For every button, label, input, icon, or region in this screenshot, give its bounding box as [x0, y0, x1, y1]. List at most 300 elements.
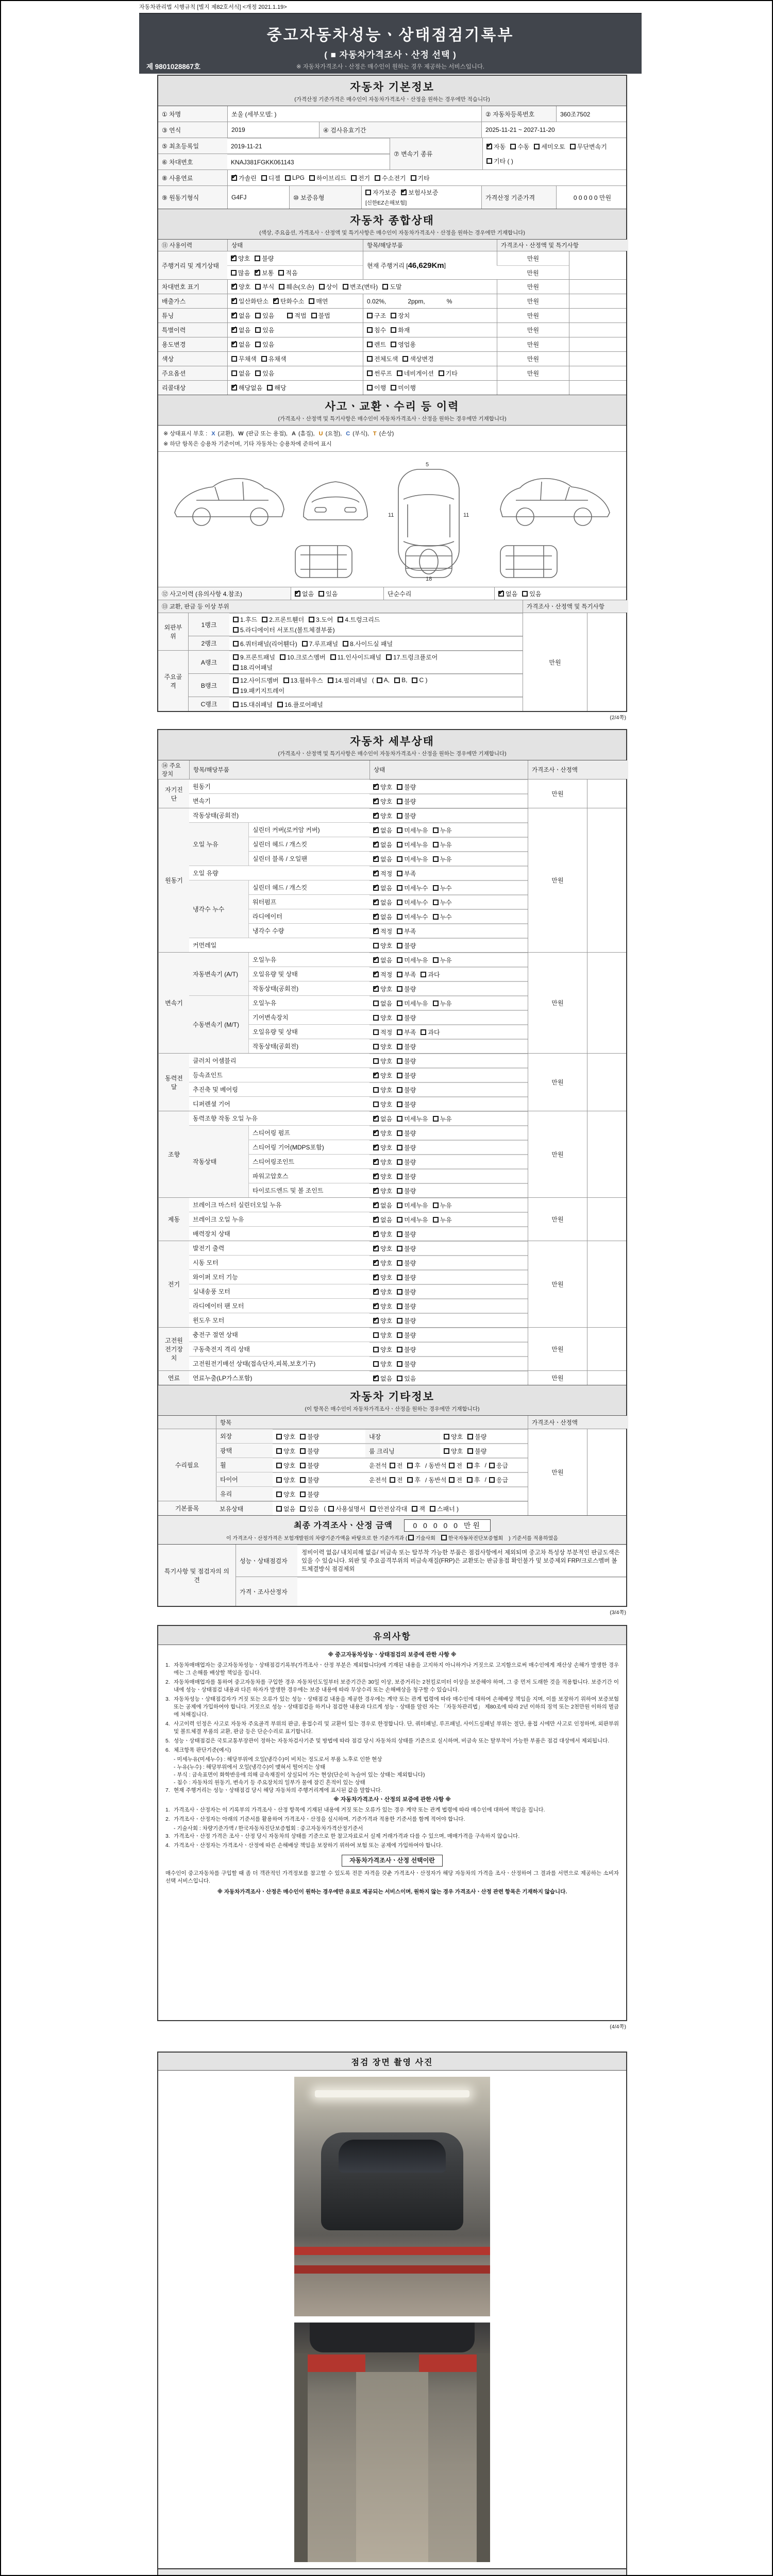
checkbox[interactable]	[309, 617, 314, 622]
checkbox[interactable]	[373, 1015, 379, 1021]
checkbox[interactable]	[373, 1361, 379, 1367]
checkbox[interactable]	[397, 1231, 402, 1237]
checkbox-checked[interactable]	[486, 144, 492, 149]
item-label: 스티어링 기어(MDPS포함)	[248, 1140, 369, 1154]
checkbox[interactable]	[397, 1058, 402, 1064]
checkbox-checked[interactable]	[373, 1145, 379, 1150]
checkbox[interactable]	[394, 677, 400, 683]
checkbox[interactable]	[330, 654, 336, 660]
checkbox[interactable]	[375, 175, 380, 181]
section-photos	[157, 2052, 627, 2576]
checkbox[interactable]	[433, 1001, 439, 1006]
checkbox[interactable]	[397, 813, 402, 819]
checkbox[interactable]	[397, 1188, 402, 1194]
checkbox-checked[interactable]	[373, 1318, 379, 1324]
checkbox-checked[interactable]	[373, 1174, 379, 1179]
checkbox[interactable]	[397, 986, 402, 992]
checkbox[interactable]	[373, 1332, 379, 1338]
checkbox[interactable]	[338, 617, 343, 622]
checkbox[interactable]	[486, 158, 492, 164]
checkbox-checked[interactable]	[231, 327, 237, 333]
checkbox[interactable]	[441, 1535, 447, 1540]
checkbox-checked[interactable]	[373, 914, 379, 920]
checkbox[interactable]	[433, 1217, 439, 1223]
checkbox[interactable]	[276, 1492, 282, 1497]
checkbox[interactable]	[367, 327, 373, 333]
option-없음	[231, 340, 250, 349]
checkbox[interactable]	[261, 356, 267, 362]
option-불량	[397, 941, 416, 950]
inspection-value: 2025-11-21 ~ 2027-11-20	[481, 122, 628, 138]
subgroup-name: 자동변속기 (A/T)	[189, 953, 248, 995]
checkbox[interactable]	[407, 1477, 413, 1483]
checkbox[interactable]	[300, 1463, 306, 1468]
checkbox[interactable]	[433, 900, 439, 905]
checkbox-checked[interactable]	[373, 1159, 379, 1165]
checkbox[interactable]	[407, 1463, 413, 1468]
checkbox[interactable]	[328, 677, 333, 683]
checkbox[interactable]	[397, 856, 402, 862]
checkbox[interactable]	[233, 627, 239, 633]
checkbox[interactable]	[397, 885, 402, 891]
item-label: 원동기	[193, 783, 211, 790]
option-썬루프	[367, 369, 392, 378]
checkbox[interactable]	[276, 1434, 282, 1439]
checkbox[interactable]	[391, 313, 396, 318]
option-불량	[397, 1100, 416, 1109]
checkbox[interactable]	[433, 1202, 439, 1208]
vehicle-diagram	[158, 452, 626, 587]
checkbox[interactable]	[300, 1434, 306, 1439]
checkbox[interactable]	[397, 1376, 402, 1381]
block-rows	[248, 996, 528, 1053]
checkbox-checked[interactable]	[373, 813, 379, 819]
checkbox[interactable]	[267, 385, 273, 391]
checkbox-checked[interactable]	[295, 591, 300, 597]
checkbox[interactable]	[370, 1506, 376, 1512]
option-불량	[467, 1447, 486, 1455]
checkbox[interactable]	[397, 1101, 402, 1107]
table-row	[158, 138, 626, 170]
checkbox-checked[interactable]	[373, 856, 379, 862]
checkbox[interactable]	[255, 256, 260, 261]
checkbox[interactable]	[233, 688, 239, 693]
warranty-notice-item-3	[165, 1696, 619, 1719]
checkbox-checked[interactable]	[373, 1130, 379, 1136]
checkbox[interactable]	[397, 1289, 402, 1295]
checkbox-checked[interactable]	[373, 871, 379, 876]
checkbox[interactable]	[522, 591, 528, 597]
option-label: 응급	[496, 1476, 509, 1484]
checkbox[interactable]	[408, 1535, 414, 1540]
checkbox[interactable]	[397, 1073, 402, 1078]
option-양호	[373, 797, 392, 806]
checkbox[interactable]	[391, 342, 396, 347]
option-label: 양호	[380, 1072, 393, 1079]
item-text: 가격조사ㆍ산정자는 이 기록부의 가격조사ㆍ산정 항목에 기재된 내용에 거짓 또는 오류가 있는 경우 계약 또는 관계 법령에 따라 매수인에 대하여 책임을 집니다.	[174, 1807, 545, 1813]
checkbox-checked[interactable]	[373, 900, 379, 905]
checkbox-checked[interactable]	[273, 298, 279, 304]
checkbox[interactable]	[467, 1477, 473, 1483]
checkbox[interactable]	[233, 677, 239, 683]
checkbox[interactable]	[373, 1101, 379, 1107]
checkbox[interactable]	[411, 175, 416, 181]
checkbox-checked[interactable]	[231, 175, 237, 181]
checkbox-checked[interactable]	[255, 270, 260, 276]
checkbox[interactable]	[433, 914, 439, 920]
checkbox-checked[interactable]	[373, 1202, 379, 1208]
checkbox[interactable]	[367, 313, 373, 318]
checkbox[interactable]	[397, 957, 402, 963]
checkbox[interactable]	[261, 175, 267, 181]
checkbox[interactable]	[311, 313, 317, 318]
checkbox[interactable]	[412, 677, 417, 683]
option-label: 불량	[404, 1360, 416, 1368]
detail-block	[189, 1241, 528, 1327]
option-label: 15.대쉬패널	[240, 701, 273, 708]
option-label: 기타 ( )	[494, 158, 513, 165]
appraiser-opinion-text	[297, 1577, 626, 1606]
checkbox[interactable]	[402, 356, 408, 362]
header-price: 가격조사ㆍ산정액	[528, 760, 628, 779]
checkbox-checked[interactable]	[231, 298, 237, 304]
checkbox[interactable]	[377, 677, 382, 683]
checkbox[interactable]	[386, 654, 392, 660]
checkbox[interactable]	[262, 617, 267, 622]
option-label: 불량	[404, 1274, 416, 1281]
checkbox[interactable]	[255, 284, 261, 290]
option-스패너 )	[430, 1504, 459, 1513]
checkbox[interactable]	[233, 702, 239, 707]
checkbox[interactable]	[421, 1029, 426, 1035]
checkbox[interactable]	[397, 827, 402, 833]
repair-item-options	[273, 1429, 365, 1443]
checkbox[interactable]	[255, 327, 261, 333]
checkbox[interactable]	[382, 284, 388, 290]
checkbox-checked[interactable]	[373, 1275, 379, 1280]
checkbox[interactable]	[233, 641, 239, 647]
checkbox[interactable]	[373, 1087, 379, 1093]
checkbox[interactable]	[397, 1116, 402, 1122]
item-label: 오일누유	[248, 953, 369, 967]
checkbox[interactable]	[285, 175, 291, 181]
checkbox[interactable]	[397, 370, 402, 376]
appraisal-notice-item-3	[165, 1833, 619, 1840]
checkbox[interactable]	[231, 270, 237, 276]
option-기술사회	[408, 1534, 435, 1541]
checkbox[interactable]	[397, 799, 402, 804]
checkbox-checked[interactable]	[373, 799, 379, 804]
checkbox[interactable]	[439, 370, 444, 376]
first-reg-value: 2019-11-21	[227, 138, 390, 154]
option-해당	[267, 383, 286, 392]
mileage-post: ]	[444, 262, 446, 269]
option-label: 불량	[475, 1433, 487, 1440]
checkbox[interactable]	[367, 342, 373, 347]
checkbox-checked[interactable]	[373, 1188, 379, 1194]
checkbox[interactable]	[397, 1130, 402, 1136]
checkbox-checked[interactable]	[498, 591, 504, 597]
checkbox[interactable]	[397, 1001, 402, 1006]
checkbox-checked[interactable]	[373, 1289, 379, 1295]
checkbox[interactable]	[300, 1506, 306, 1512]
checkbox[interactable]	[390, 1463, 395, 1468]
checkbox[interactable]	[397, 972, 402, 977]
checkbox-checked[interactable]	[373, 1073, 379, 1078]
option-label: 없음	[380, 1375, 393, 1382]
checkbox[interactable]	[300, 1448, 306, 1454]
checkbox[interactable]	[276, 1477, 282, 1483]
option-불량	[397, 1287, 416, 1296]
garage-floor	[294, 2280, 490, 2316]
checkbox-checked[interactable]	[231, 385, 237, 391]
emission-value: %	[446, 297, 452, 305]
checkbox[interactable]	[397, 1145, 402, 1150]
checkbox[interactable]	[397, 1246, 402, 1251]
checkbox-checked[interactable]	[373, 986, 379, 992]
item-label: 고전원전기배선 상태(접속단자,피복,보호기구)	[193, 1360, 316, 1367]
state-options	[369, 1342, 528, 1356]
checkbox[interactable]	[397, 1332, 402, 1338]
checkbox[interactable]	[391, 385, 396, 391]
warranty-notice-item-5	[165, 1737, 619, 1745]
checkbox[interactable]	[233, 654, 239, 660]
checkbox[interactable]	[231, 356, 237, 362]
option-불량	[397, 1230, 416, 1239]
checkbox[interactable]	[318, 591, 324, 597]
checkbox[interactable]	[534, 144, 540, 149]
checkbox[interactable]	[343, 284, 348, 290]
checkbox[interactable]	[433, 885, 439, 891]
table-row	[158, 308, 626, 323]
detail-row	[189, 1298, 528, 1313]
checkbox[interactable]	[397, 1347, 402, 1352]
checkbox[interactable]	[319, 284, 325, 290]
option-label: 불량	[404, 1129, 416, 1137]
item-text: 가격조사ㆍ산정자는 아래의 기준서를 활용하여 가격조사ㆍ산정을 실시하며, 기준가격과 적용한 기준서를 함께 적어야 합니다.	[174, 1816, 465, 1822]
checkbox[interactable]	[300, 1492, 306, 1497]
option-없음	[373, 826, 392, 835]
checkbox[interactable]	[433, 1116, 439, 1122]
checkbox-checked[interactable]	[373, 842, 379, 848]
price-extra	[587, 779, 628, 808]
checkbox[interactable]	[255, 370, 261, 376]
checkbox[interactable]	[328, 1506, 334, 1512]
checkbox[interactable]	[390, 1477, 395, 1483]
checkbox[interactable]	[373, 1347, 379, 1352]
state-options	[369, 1039, 528, 1053]
checkbox-checked[interactable]	[231, 284, 237, 290]
checkbox-checked[interactable]	[373, 784, 379, 790]
checkbox-checked[interactable]	[373, 1217, 379, 1223]
option-label: 불량	[404, 1043, 416, 1050]
checkbox[interactable]	[351, 175, 357, 181]
option-label: 부족	[404, 971, 416, 978]
final-price-note	[158, 1534, 626, 1541]
checkbox[interactable]	[300, 1477, 306, 1483]
checkbox[interactable]	[397, 900, 402, 905]
checkbox[interactable]	[276, 1506, 282, 1512]
checkbox-checked[interactable]	[373, 972, 379, 977]
checkbox-checked[interactable]	[373, 1376, 379, 1381]
checkbox[interactable]	[421, 972, 426, 977]
checkbox[interactable]	[287, 313, 293, 318]
checkbox-checked[interactable]	[373, 885, 379, 891]
checkbox[interactable]	[231, 370, 237, 376]
checkbox[interactable]	[309, 175, 315, 181]
lift-rail	[294, 2265, 490, 2274]
item-label: 라디에이터 팬 모터	[193, 1302, 244, 1310]
checkbox[interactable]	[397, 914, 402, 920]
checkbox[interactable]	[373, 1029, 379, 1035]
checkbox[interactable]	[373, 1044, 379, 1049]
checkbox[interactable]	[283, 677, 289, 683]
checkbox[interactable]	[397, 1029, 402, 1035]
option-전	[390, 1461, 403, 1470]
checkbox-checked[interactable]	[231, 342, 237, 347]
option-label: 구조	[374, 312, 386, 319]
checkbox[interactable]	[276, 1448, 282, 1454]
option-label: 9.프론트패널	[240, 653, 275, 661]
checkbox[interactable]	[433, 957, 439, 963]
engine-type-value: G4FJ	[227, 186, 289, 209]
checkbox[interactable]	[430, 1506, 435, 1512]
checkbox[interactable]	[397, 1217, 402, 1223]
checkbox[interactable]	[510, 144, 516, 149]
checkbox[interactable]	[397, 1159, 402, 1165]
checkbox[interactable]	[570, 144, 576, 149]
option-label: 양호	[380, 942, 393, 950]
block-rows	[248, 823, 528, 866]
checkbox-checked[interactable]	[373, 957, 379, 963]
checkbox[interactable]	[233, 617, 239, 622]
checkbox[interactable]	[397, 1260, 402, 1266]
checkbox[interactable]	[373, 943, 379, 948]
group-rows	[189, 1111, 528, 1197]
checkbox[interactable]	[373, 1001, 379, 1006]
option-label: 있음	[262, 312, 275, 319]
item-number: 2.	[165, 1816, 170, 1822]
option-label: 없음	[380, 999, 393, 1007]
table-row	[158, 351, 626, 366]
item-label: 등속죠인트	[193, 1072, 223, 1079]
checkbox-checked[interactable]	[401, 190, 407, 195]
checkbox[interactable]	[397, 1087, 402, 1093]
vin-value: KNAJ381FGKK061143	[227, 154, 390, 170]
checkbox[interactable]	[489, 1477, 495, 1483]
checkbox[interactable]	[412, 1506, 417, 1512]
item-sub: - 누유(누수) : 해당부위에서 오일(냉각수)이 맺혀서 떨어지는 상태	[174, 1764, 326, 1770]
checkbox[interactable]	[255, 342, 261, 347]
checkbox[interactable]	[467, 1434, 473, 1439]
checkbox-checked[interactable]	[373, 827, 379, 833]
checkbox[interactable]	[397, 928, 402, 934]
checkbox-checked[interactable]	[373, 1231, 379, 1237]
checkbox[interactable]	[397, 1044, 402, 1049]
checkbox-checked[interactable]	[231, 256, 237, 261]
option-후	[467, 1476, 480, 1484]
item-label: 연료누출(LP가스포함)	[193, 1375, 253, 1382]
checkbox[interactable]	[367, 385, 373, 391]
checkbox-checked[interactable]	[373, 928, 379, 934]
checkbox[interactable]	[280, 654, 285, 660]
checkbox[interactable]	[279, 284, 284, 290]
checkbox-checked[interactable]	[373, 1303, 379, 1309]
checkbox[interactable]	[397, 943, 402, 948]
option-label: 양호	[380, 1331, 393, 1339]
checkbox[interactable]	[397, 1275, 402, 1280]
checkbox[interactable]	[489, 1463, 495, 1468]
car-outline-diagrams	[165, 455, 619, 584]
checkbox[interactable]	[433, 842, 439, 848]
checkbox[interactable]	[433, 827, 439, 833]
checkbox[interactable]	[373, 1058, 379, 1064]
repair-row	[216, 1486, 528, 1501]
checkbox-checked[interactable]	[373, 1246, 379, 1251]
table-row	[158, 138, 390, 154]
price-extra	[587, 808, 628, 952]
checkbox[interactable]	[391, 327, 396, 333]
checkbox[interactable]	[444, 1434, 449, 1439]
detail-row	[248, 953, 528, 967]
checkbox[interactable]	[343, 641, 348, 647]
checkbox[interactable]	[467, 1448, 473, 1454]
rank-row	[188, 673, 523, 697]
checkbox[interactable]	[397, 1015, 402, 1021]
checkbox[interactable]	[444, 1448, 449, 1454]
checkbox[interactable]	[397, 1174, 402, 1179]
checkbox[interactable]	[233, 665, 239, 670]
checkbox[interactable]	[397, 1202, 402, 1208]
checkbox[interactable]	[397, 871, 402, 876]
checkbox-checked[interactable]	[373, 1260, 379, 1266]
checkbox[interactable]	[302, 641, 308, 647]
option-label: 후	[474, 1476, 480, 1484]
item-label: 라디에이터	[248, 909, 369, 923]
block-rows	[189, 1111, 528, 1125]
checkbox[interactable]	[433, 856, 439, 862]
checkbox[interactable]	[367, 370, 373, 376]
checkbox[interactable]	[309, 298, 314, 304]
checkbox[interactable]	[397, 1361, 402, 1367]
checkbox[interactable]	[397, 1318, 402, 1324]
option-기타	[439, 369, 458, 378]
checkbox[interactable]	[397, 784, 402, 790]
option-label: 전	[456, 1462, 463, 1469]
item-label: 오일 유량	[193, 870, 219, 877]
option-불량	[397, 1302, 416, 1311]
warranty-notice-item-1	[165, 1662, 619, 1677]
checkbox[interactable]	[367, 356, 373, 362]
checkbox[interactable]	[397, 1303, 402, 1309]
checkbox[interactable]	[277, 702, 283, 707]
option-없음	[373, 912, 392, 921]
checkbox[interactable]	[255, 313, 261, 318]
checkbox[interactable]	[449, 1463, 455, 1468]
checkbox[interactable]	[449, 1477, 455, 1483]
detail-row	[248, 1024, 528, 1039]
repair-item-options	[273, 1458, 365, 1472]
checkbox[interactable]	[467, 1463, 473, 1468]
checkbox-checked[interactable]	[373, 1116, 379, 1122]
option-있음	[300, 1504, 319, 1513]
checkbox[interactable]	[365, 190, 371, 195]
price-cell: 만원	[528, 1241, 587, 1327]
checkbox[interactable]	[276, 1463, 282, 1468]
checkbox[interactable]	[278, 270, 284, 276]
checkbox[interactable]	[397, 842, 402, 848]
checkbox-checked[interactable]	[231, 313, 237, 318]
